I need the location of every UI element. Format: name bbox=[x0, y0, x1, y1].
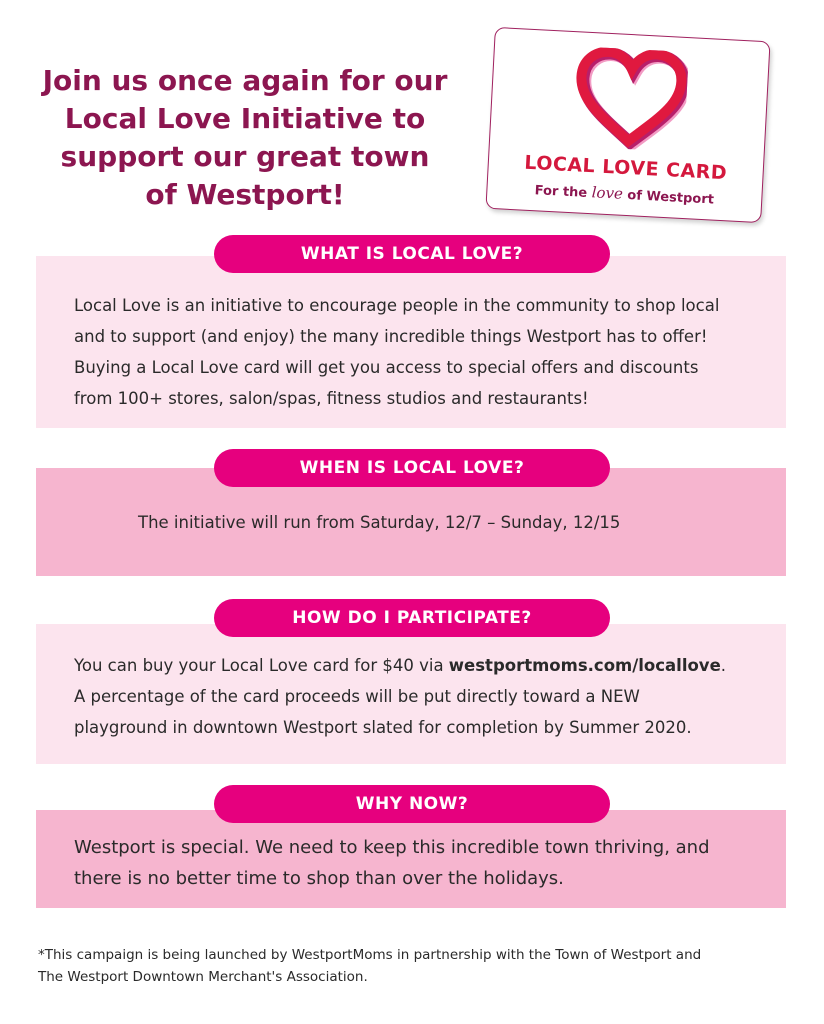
section-heading-when: WHEN IS LOCAL LOVE? bbox=[214, 449, 610, 487]
headline-line: Local Love Initiative to bbox=[64, 102, 426, 135]
how-line1-prefix: You can buy your Local Love card for $40 via bbox=[74, 656, 449, 675]
text-line: playground in downtown Westport slated for completion by Summer 2020. bbox=[74, 718, 692, 737]
locallove-link[interactable]: westportmoms.com/locallove bbox=[448, 656, 721, 675]
text-line bbox=[74, 650, 764, 681]
footnote-line: The Westport Downtown Merchant's Association. bbox=[38, 969, 368, 985]
text-line: from 100+ stores, salon/spas, fitness studios and restaurants! bbox=[74, 389, 589, 408]
headline-line: of Westport! bbox=[145, 178, 345, 211]
text-line: Buying a Local Love card will get you access to special offers and discounts bbox=[74, 358, 699, 377]
card-sub-love: love bbox=[591, 183, 624, 203]
card-title: LOCAL LOVE CARD bbox=[523, 151, 728, 185]
page-headline bbox=[40, 62, 450, 214]
text-line: Westport is special. We need to keep this incredible town thriving, and bbox=[74, 837, 710, 858]
text-line: Local Love is an initiative to encourage people in the community to shop local bbox=[74, 296, 720, 315]
text-line: there is no better time to shop than over the holidays. bbox=[74, 868, 564, 889]
section-heading-what: WHAT IS LOCAL LOVE? bbox=[214, 235, 610, 273]
card-sub-suffix: of Westport bbox=[622, 187, 715, 208]
text-line: A percentage of the card proceeds will be put directly toward a NEW bbox=[74, 687, 640, 706]
footnote-line: *This campaign is being launched by WestportMoms in partnership with the Town of Westport and bbox=[38, 947, 702, 963]
how-line1-suffix: . bbox=[720, 656, 727, 675]
card-sub-prefix: For the bbox=[534, 183, 593, 202]
section-heading-how: HOW DO I PARTICIPATE? bbox=[214, 599, 610, 637]
section-heading-why: WHY NOW? bbox=[214, 785, 610, 823]
heart-icon bbox=[572, 46, 689, 152]
section-what-text bbox=[74, 290, 764, 414]
section-why-text bbox=[74, 832, 764, 894]
headline-line: support our great town bbox=[60, 140, 430, 173]
footnote bbox=[38, 944, 798, 988]
text-line: and to support (and enjoy) the many incredible things Westport has to offer! bbox=[74, 327, 708, 346]
local-love-card bbox=[485, 27, 770, 223]
section-how-text bbox=[74, 650, 764, 743]
headline-line: Join us once again for our bbox=[42, 64, 448, 97]
section-when-text: The initiative will run from Saturday, 12/7 – Sunday, 12/15 bbox=[138, 513, 621, 532]
